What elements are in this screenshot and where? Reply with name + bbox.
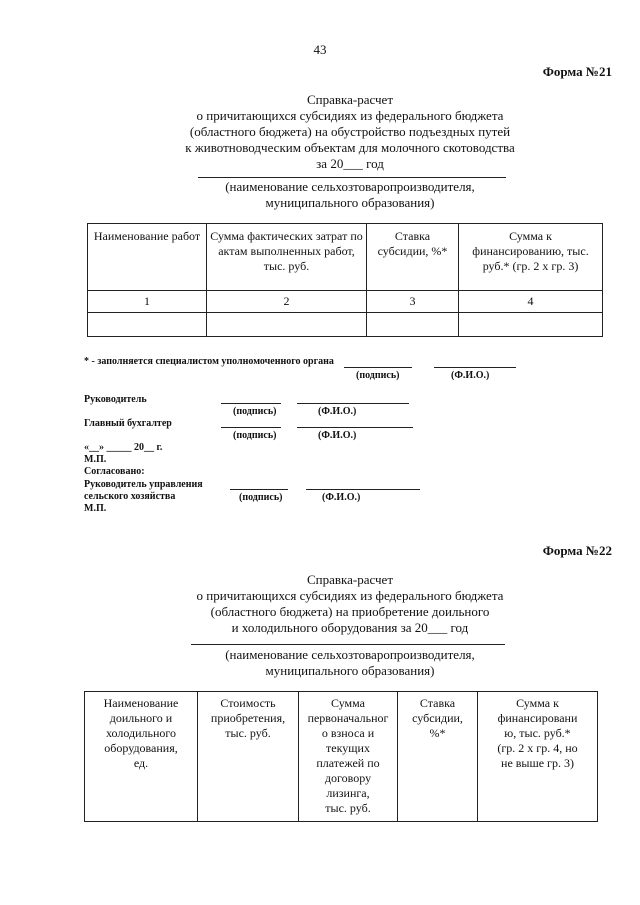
form21-empty-cell (207, 313, 367, 337)
form22-header-line: (гр. 2 х гр. 4, но (497, 741, 578, 755)
form21-title-line: Справка-расчет (306, 92, 394, 107)
form22-header-line: ю, тыс. руб.* (504, 726, 571, 740)
form22-table (84, 691, 598, 822)
rukovoditel-podpis: (подпись) (233, 406, 277, 417)
form22-header-line: не выше гр. 3) (501, 756, 574, 770)
form22-caption (180, 647, 520, 679)
form21-empty-cell (459, 313, 603, 337)
form22-title-line: (областного бюджета) на приобретение доильного (210, 604, 490, 619)
form21-title-line: о причитающихся субсидиях из федерального бюджета (196, 108, 504, 123)
form22-header-line: о взноса и (321, 726, 375, 740)
form22-header-line: финансировани (497, 711, 578, 725)
form22-header-line: договору (324, 771, 372, 785)
form21-caption-line: муниципального образования) (265, 195, 435, 210)
form22-header-line: Сумма к (516, 696, 559, 710)
form21-title (130, 92, 570, 172)
form22-title-line: Справка-расчет (306, 572, 394, 587)
form22-header-line: %* (429, 726, 446, 740)
form21-number-cell: 1 (88, 291, 207, 313)
soglasovano-label: Согласовано: (84, 466, 145, 477)
rukovoditel-fio-line (297, 403, 409, 404)
form22-header-line: субсидии, (412, 711, 463, 725)
form22-header-line: ед. (133, 756, 149, 770)
footnote-fio: (Ф.И.О.) (451, 370, 490, 381)
form21-label: Форма №21 (542, 64, 612, 79)
form22-header-line: платежей по (316, 756, 380, 770)
form22-header-line: лизинга, (326, 786, 370, 800)
form21-header-cell: Ставка субсидии, %* (367, 224, 459, 291)
form22-header-line: доильного и (109, 711, 173, 725)
form22-header-line: холодильного (105, 726, 177, 740)
form21-number-cell: 3 (367, 291, 459, 313)
ruk-upr-line: сельского хозяйства (84, 491, 176, 502)
ruk-upr-line: Руководитель управления (84, 479, 203, 490)
footnote-podpis: (подпись) (356, 370, 400, 381)
form21-name-line (198, 177, 506, 178)
form21-footnote: * - заполняется специалистом уполномоченного органа (84, 356, 334, 367)
form22-header-line: Стоимость (220, 696, 276, 710)
glavbuh-label: Главный бухгалтер (84, 418, 172, 429)
form21-header-row (88, 224, 603, 291)
form21-header-cell: Наименование работ (88, 224, 207, 291)
form21-table (87, 223, 603, 337)
date-line: «__» _____ 20__ г. (84, 442, 163, 453)
footnote-fio-line (434, 367, 516, 368)
form21-number-row (88, 291, 603, 313)
ruk-upr-podpis: (подпись) (239, 492, 283, 503)
form21-title-line: (областного бюджета) на обустройство подъездных путей (189, 124, 511, 139)
form22-header-cell (478, 692, 598, 822)
ruk-upr-fio-line (306, 489, 420, 490)
form21-title-line: за 20___ год (316, 156, 384, 171)
form22-header-cell (85, 692, 198, 822)
form22-caption-line: (наименование сельхозтоваропроизводителя, (225, 647, 475, 662)
form22-header-row (85, 692, 598, 822)
page-number: 43 (313, 42, 327, 57)
footnote-sign-line (344, 367, 412, 368)
form21-caption-line: (наименование сельхозтоваропроизводителя, (225, 179, 475, 194)
form22-name-line (191, 644, 505, 645)
form22-label: Форма №22 (542, 543, 612, 558)
mp-stamp: М.П. (84, 503, 107, 514)
form22-caption-line: муниципального образования) (265, 663, 435, 678)
form22-header-cell (398, 692, 478, 822)
form22-title (130, 572, 570, 636)
form21-empty-cell (88, 313, 207, 337)
form21-empty-row (88, 313, 603, 337)
form21-header-cell: Сумма к финансированию, тыс. руб.* (гр. 2 х гр. 3) (459, 224, 603, 291)
form22-header-line: оборудования, (104, 741, 178, 755)
form22-header-line: текущих (326, 741, 370, 755)
form22-title-line: и холодильного оборудования за 20___ год (231, 620, 469, 635)
glavbuh-podpis: (подпись) (233, 430, 277, 441)
rukovoditel-label: Руководитель (84, 394, 147, 405)
form22-header-cell (299, 692, 398, 822)
form21-number-cell: 2 (207, 291, 367, 313)
form22-header-line: приобретения, (210, 711, 286, 725)
rukovoditel-fio: (Ф.И.О.) (318, 406, 357, 417)
rukovoditel-sign-line (221, 403, 281, 404)
form22-header-line: первоначальног (307, 711, 389, 725)
ruk-upr-fio: (Ф.И.О.) (322, 492, 361, 503)
mp-stamp: М.П. (84, 454, 107, 465)
form22-header-line: Ставка (419, 696, 456, 710)
glavbuh-fio-line (297, 427, 413, 428)
glavbuh-sign-line (221, 427, 281, 428)
form21-header-cell: Сумма фактических затрат по актам выполненных работ, тыс. руб. (207, 224, 367, 291)
form22-header-line: Наименование (103, 696, 179, 710)
form22-header-line: тыс. руб. (325, 801, 371, 815)
form22-header-cell (198, 692, 299, 822)
form21-caption (180, 179, 520, 211)
form21-title-line: к животноводческим объектам для молочного скотоводства (185, 140, 515, 155)
form22-header-line: тыс. руб. (225, 726, 271, 740)
form22-header-line: Сумма (331, 696, 365, 710)
glavbuh-fio: (Ф.И.О.) (318, 430, 357, 441)
ruk-upr-label (84, 479, 203, 503)
ruk-upr-sign-line (230, 489, 288, 490)
form21-number-cell: 4 (459, 291, 603, 313)
form22-title-line: о причитающихся субсидиях из федерального бюджета (196, 588, 504, 603)
form21-empty-cell (367, 313, 459, 337)
